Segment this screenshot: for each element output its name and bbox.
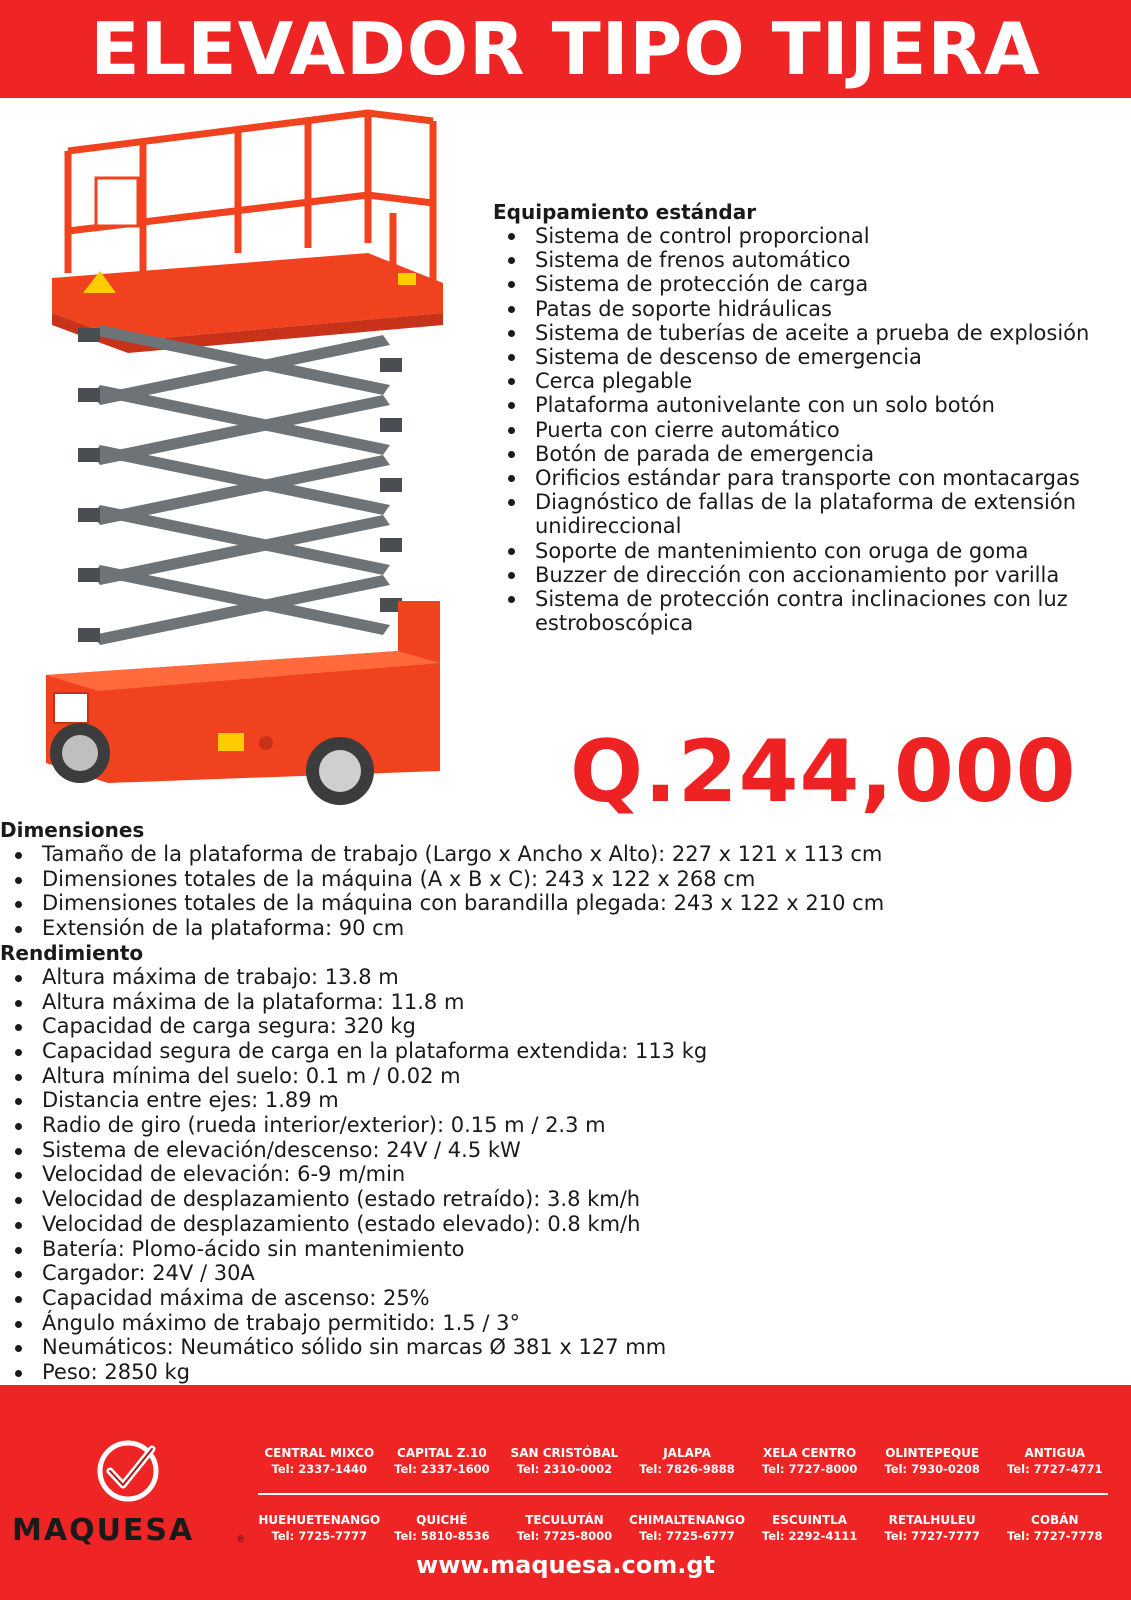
branches-row-1 [258,1445,1116,1477]
list-item: Sistema de elevación/descenso: 24V / 4.5 kW [0,1138,1131,1163]
standard-equipment-title: Equipamiento estándar [493,200,757,224]
branch-antigua: ANTIGUA Tel: 7727-4771 [1007,1446,1103,1476]
branch-capital-z10: CAPITAL Z.10 Tel: 2337-1600 [394,1446,490,1476]
list-item: Puerta con cierre automático [493,418,1128,442]
branches-row-2 [258,1512,1116,1544]
branch-chimaltenango: CHIMALTENANGO Tel: 7725-6777 [629,1513,746,1543]
standard-equipment-section [493,200,1128,635]
price-label: Q.244,000 [570,722,1077,822]
branch-retalhuleu: RETALHULEU Tel: 7727-7777 [884,1513,980,1543]
branch-central-mixco: CENTRAL MIXCO Tel: 2337-1440 [264,1446,375,1476]
list-item: Tamaño de la plataforma de trabajo (Largo x Ancho x Alto): 227 x 121 x 113 cm [0,842,1131,867]
list-item: Velocidad de elevación: 6-9 m/min [0,1162,1131,1187]
list-item: Capacidad segura de carga en la plataforma extendida: 113 kg [0,1039,1131,1064]
maquesa-logo: MAQUESA [12,1513,195,1548]
branch-coban: COBÁN Tel: 7727-7778 [1007,1513,1103,1543]
list-item: Soporte de mantenimiento con oruga de goma [493,539,1128,563]
list-item: Patas de soporte hidráulicas [493,297,1128,321]
registered-mark: ® [236,1535,245,1545]
branch-xela-centro: XELA CENTRO Tel: 7727-8000 [761,1446,858,1476]
list-item: Diagnóstico de fallas de la plataforma de extensión unidireccional [493,490,1128,538]
list-item: Capacidad de carga segura: 320 kg [0,1014,1131,1039]
performance-title: Rendimiento [0,940,144,965]
list-item: Orificios estándar para transporte con montacargas [493,466,1128,490]
header-banner [0,0,1131,98]
list-item: Neumáticos: Neumático sólido sin marcas Ø 381 x 127 mm [0,1335,1131,1360]
branch-san-cristobal: SAN CRISTÓBAL Tel: 2310-0002 [510,1446,619,1476]
list-item: Sistema de tuberías de aceite a prueba de explosión [493,321,1128,345]
list-item: Altura máxima de trabajo: 13.8 m [0,965,1131,990]
list-item: Altura mínima del suelo: 0.1 m / 0.02 m [0,1064,1131,1089]
list-item: Sistema de control proporcional [493,224,1128,248]
list-item: Batería: Plomo-ácido sin mantenimiento [0,1237,1131,1262]
list-item: Ángulo máximo de trabajo permitido: 1.5 / 3° [0,1311,1131,1336]
branch-escuintla: ESCUINTLA Tel: 2292-4111 [761,1513,858,1543]
list-item: Dimensiones totales de la máquina con barandilla plegada: 243 x 122 x 210 cm [0,891,1131,916]
page-title: ELEVADOR TIPO TIJERA [90,7,1041,91]
branch-teculutan: TECULUTÁN Tel: 7725-8000 [516,1513,613,1543]
branch-quiche: QUICHÉ Tel: 5810-8536 [394,1513,490,1543]
list-item: Velocidad de desplazamiento (estado elevado): 0.8 km/h [0,1212,1131,1237]
standard-equipment-list [493,224,1128,635]
specifications-section [0,818,1131,1385]
dimensions-list [0,842,1131,941]
list-item: Distancia entre ejes: 1.89 m [0,1088,1131,1113]
maquesa-checkmark-logo-icon [92,1435,164,1507]
list-item: Dimensiones totales de la máquina (A x B x C): 243 x 122 x 268 cm [0,867,1131,892]
list-item: Sistema de frenos automático [493,248,1128,272]
list-item: Extensión de la plataforma: 90 cm [0,916,1131,941]
list-item: Velocidad de desplazamiento (estado retraído): 3.8 km/h [0,1187,1131,1212]
list-item: Buzzer de dirección con accionamiento por varilla [493,563,1128,587]
list-item: Sistema de descenso de emergencia [493,345,1128,369]
performance-list [0,965,1131,1385]
list-item: Peso: 2850 kg [0,1360,1131,1385]
branch-huehuetenango: HUEHUETENANGO Tel: 7725-7777 [258,1513,381,1543]
list-item: Botón de parada de emergencia [493,442,1128,466]
list-item: Plataforma autonivelante con un solo botón [493,393,1128,417]
branch-olintepeque: OLINTEPEQUE Tel: 7930-0208 [884,1446,980,1476]
branch-jalapa: JALAPA Tel: 7826-9888 [639,1446,735,1476]
dimensions-title: Dimensiones [0,818,145,842]
list-item: Sistema de protección contra inclinaciones con luz estroboscópica [493,587,1128,635]
list-item: Cerca plegable [493,369,1128,393]
list-item: Altura máxima de la plataforma: 11.8 m [0,990,1131,1015]
footer-banner [0,1385,1131,1600]
list-item: Capacidad máxima de ascenso: 25% [0,1286,1131,1311]
footer-divider [258,1493,1108,1495]
list-item: Radio de giro (rueda interior/exterior): 0.15 m / 2.3 m [0,1113,1131,1138]
list-item: Cargador: 24V / 30A [0,1261,1131,1286]
scissor-lift-image [38,103,458,825]
list-item: Sistema de protección de carga [493,272,1128,296]
website-link[interactable]: www.maquesa.com.gt [416,1551,715,1579]
